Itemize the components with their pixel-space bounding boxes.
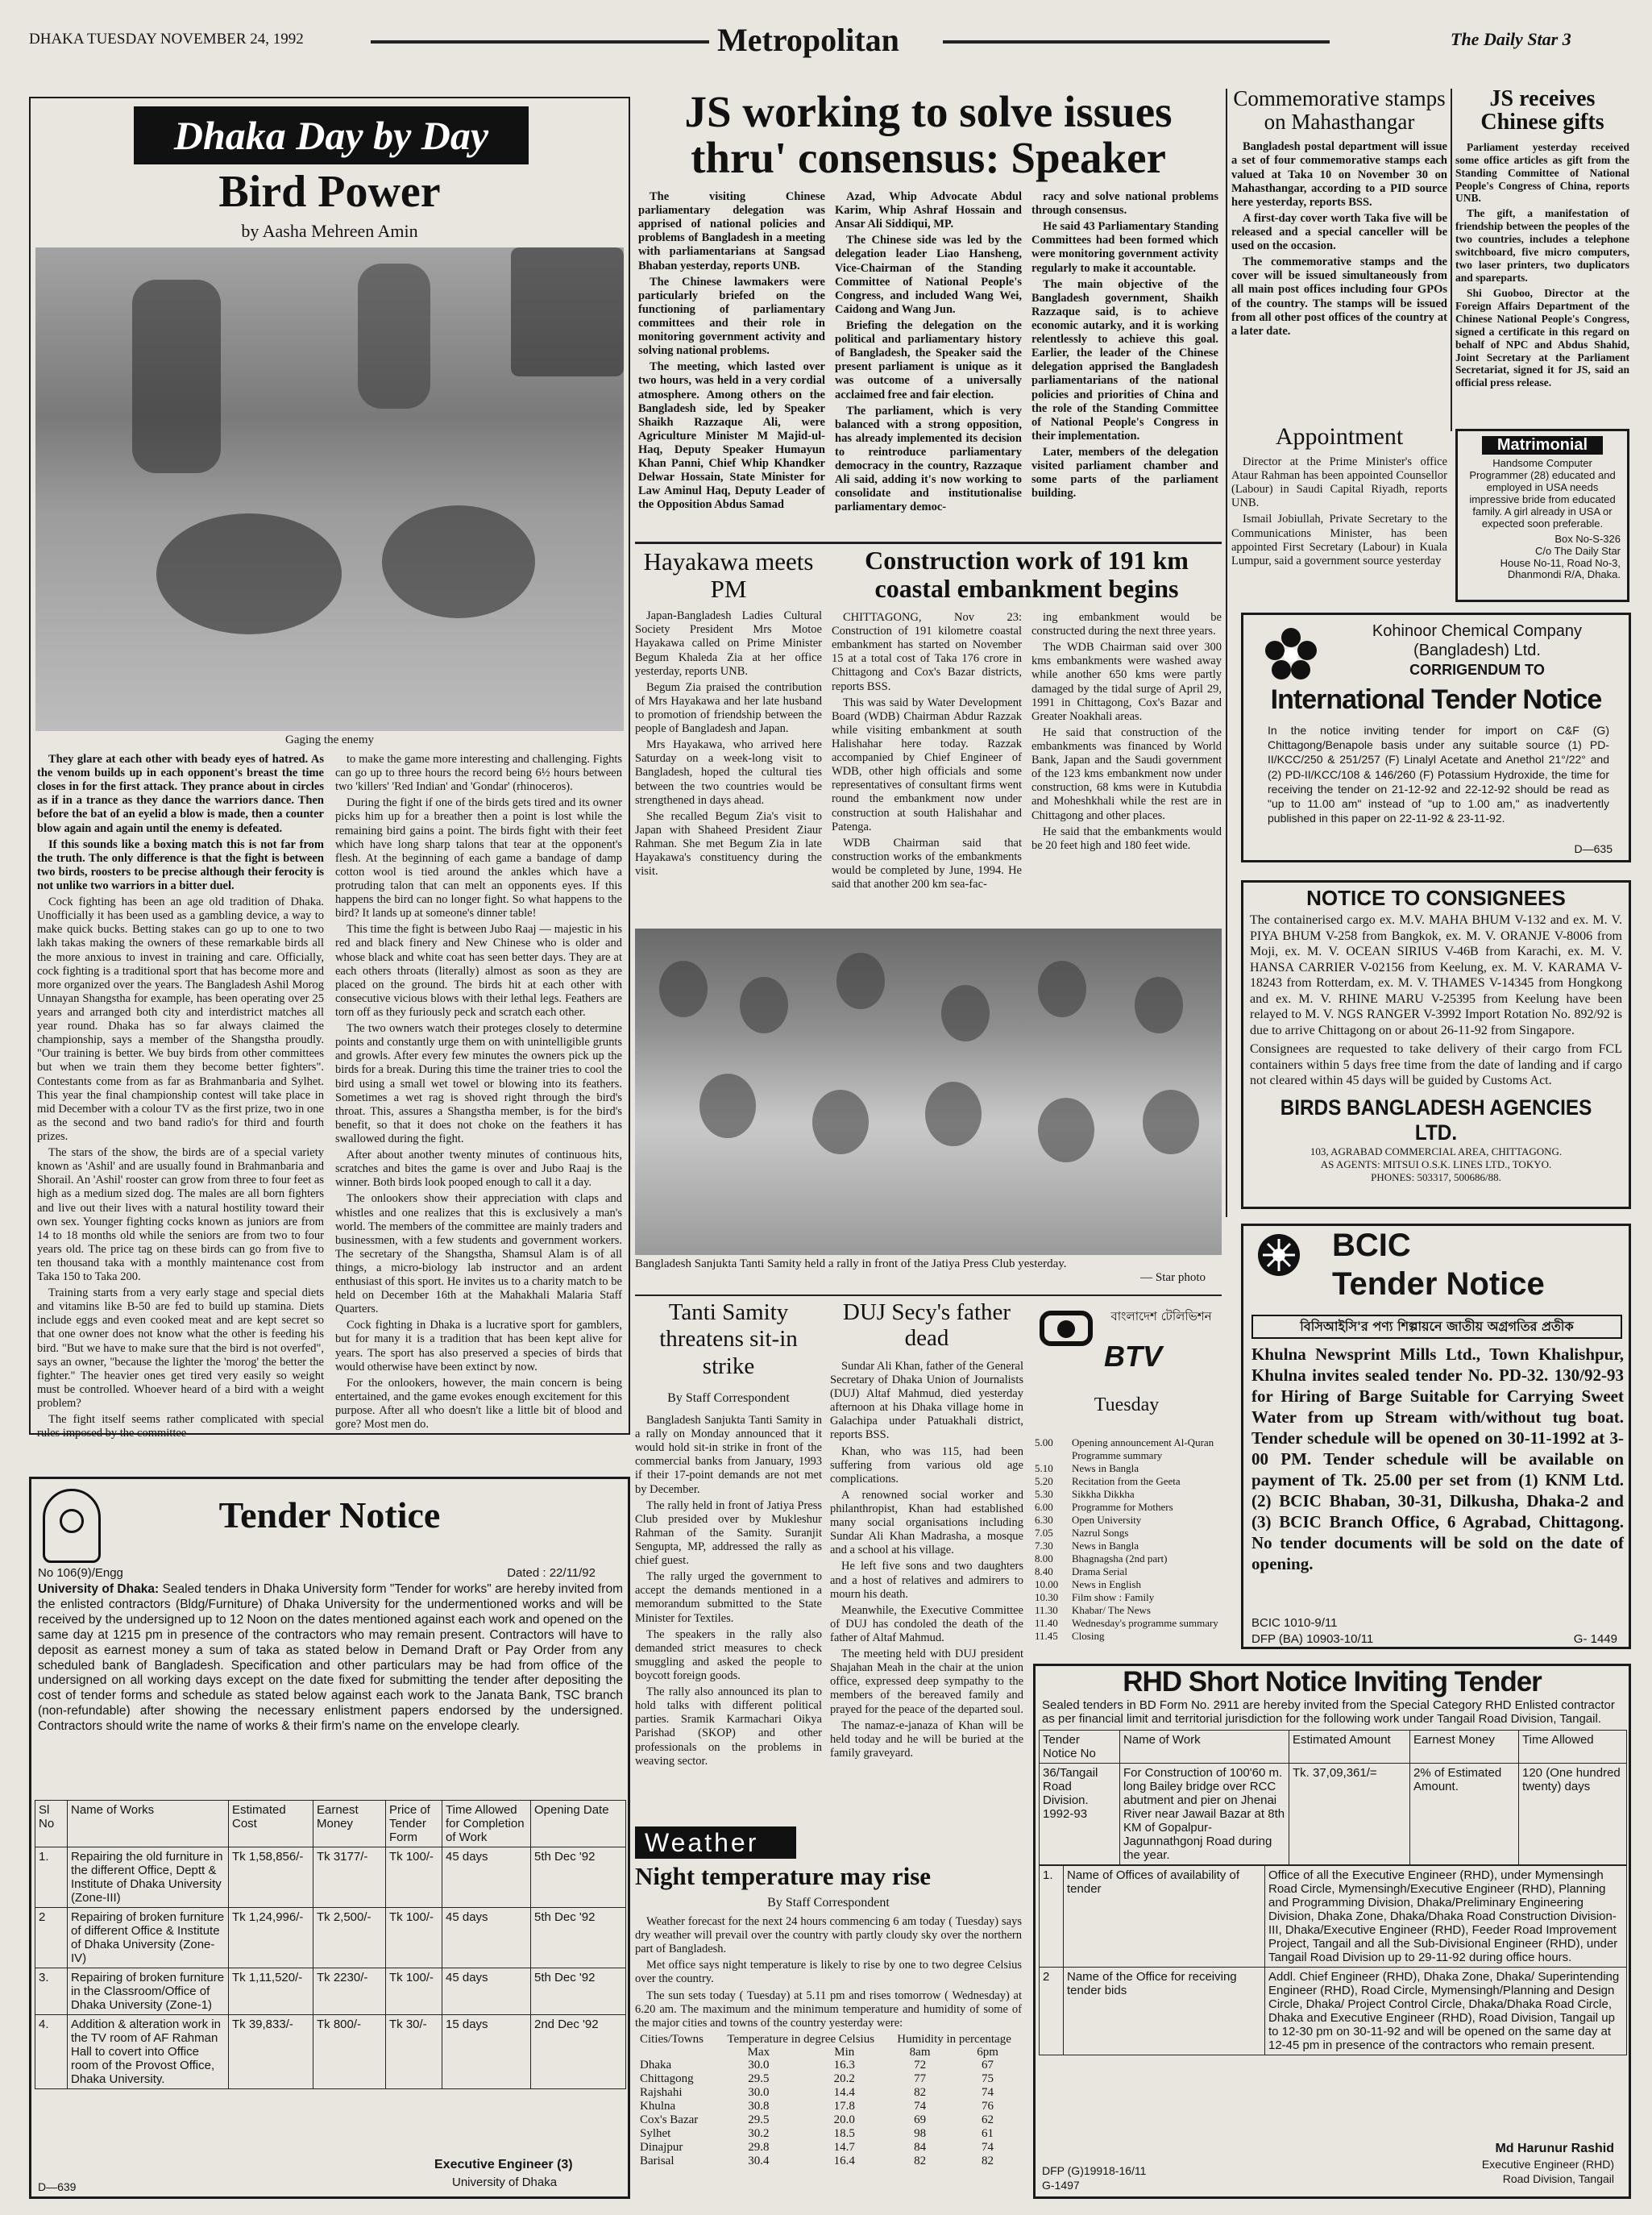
col-cities: Cities/Towns — [640, 2032, 704, 2046]
stamps-body — [1231, 140, 1447, 422]
paragraph: Japan-Bangladesh Ladies Cultural Society President Mrs Motoe Hayakawa called on Prime Minister Begum Khaleda Zia at her office yesterday, reports UNB. — [635, 609, 822, 678]
programme-time: 5.30 — [1035, 1488, 1053, 1500]
paragraph: After about another twenty minutes of continuous hits, scratches and bites the game is over and Jubo Raaj is the winner. Both birds look pooped enough to call it a day. — [335, 1149, 622, 1190]
paragraph: Cock fighting in Dhaka is a lucrative sport for gamblers, but for many it is a tradition that has been kept alive for years. The sport has also preserved a species of birds that would otherwise have been extinct by now. — [335, 1319, 622, 1373]
hayakawa-body — [635, 609, 822, 908]
table-cell: Dinajpur — [640, 2140, 683, 2154]
table-row — [635, 2059, 1022, 2072]
caption-credit: — Star photo — [1140, 1271, 1206, 1284]
dateline: DHAKA TUESDAY NOVEMBER 24, 1992 — [29, 31, 304, 48]
paragraph: He said that construction of the embankments was financed by World Bank, Japan and the Saudi government of the 123 kms embankment now under construction, 68 kms were in Kutubdia and Moheshkhali while the rest are in Chittagong and other places. — [1031, 725, 1222, 822]
paragraph: The rally held in front of Jatiya Press Club presided over by Mukleshur Rahman of the Samity. Suranjit Sengupta, MP, addressed the rally as chief guest. — [635, 1498, 822, 1568]
paragraph: She recalled Begum Zia's visit to Japan with Shaheed President Ziaur Rahman. She met Begum Zia in late Hayakawa's constituency during the visit. — [635, 809, 822, 879]
paragraph: The main objective of the Bangladesh government, Shaikh Razzaque said, is to achieve economic autarky, and it is working relentlessly to achieve this goal. Earlier, the leader of the Chinese delegation apprised the Bangladesh parliamentarians of the national policies and priorities of China and the role of the Standing Committee of National People's Congress in their implementation. — [1031, 277, 1218, 443]
programme-item — [1031, 1604, 1222, 1617]
programme-title: Closing — [1072, 1630, 1105, 1642]
table-cell: Tk 1,11,520/- — [229, 1968, 313, 2015]
feature-col-1 — [37, 753, 324, 1440]
table-cell: 67 — [982, 2058, 994, 2072]
notice-no: No 106(9)/Engg — [38, 1566, 123, 1580]
table-cell: Repairing the old furniture in the different Office, Deptt & Institute of Dhaka University (Zone-III) — [68, 1847, 229, 1908]
paragraph: For the onlookers, however, the main concern is being entertained, and the game evokes enough excitement for this purpose. After all who doesn't like a little bit of blood and gore? Most men do. — [335, 1376, 622, 1432]
table-cell: 74 — [982, 2085, 994, 2099]
duj-body — [830, 1360, 1023, 1811]
du-tender-notice — [29, 1477, 630, 2199]
programme-title: Sikkha Dikkha — [1072, 1488, 1135, 1500]
btv-bangla: বাংলাদেশ টেলিভিশন — [1110, 1309, 1212, 1324]
table-cell: 14.4 — [833, 2085, 855, 2099]
headline: JS working to solve issues thru' consensus: Speaker — [684, 87, 1173, 183]
weather-table: Cities/Towns Temperature in degree Celsius Humidity in percentage Max Min 8am 6pm Dhaka 30.0 16.3 72 67 Chittagong 29.5 20.2 77 75 Rajshahi 30.0 14.4 82 74 Khulna 30.8 17.8 74 76 Cox's Bazar 29.5 20.0 69 62 Sylhet 30.2 18.5 98 61 Dinajpur 29.8 14.7 84 74 Barisal 30.4 16.4 82 82 — [635, 2033, 1022, 2168]
table-cell: Repairing of broken furniture in the Classroom/Office of Dhaka University (Zone-1) — [68, 1968, 229, 2015]
agency-addr-1: 103, AGRABAD COMMERCIAL AREA, CHITTAGONG. — [1310, 1145, 1563, 1157]
bcic-title-2: Tender Notice — [1332, 1266, 1545, 1302]
table-cell: Cox's Bazar — [640, 2113, 699, 2126]
paragraph: Cock fighting has been an age old tradition of Dhaka. Unofficially it has been used as a gambling device, a way to make quick bucks. Betting stakes can go up to one to two lakh takas making the owners of these remarkable birds all the more anxious to invest in training and care. Officially, cock fighting is a traditional sport that has become more and more organized over the years. The Bangladesh Ashil Morog Unnayan Shangstha for example, has been operating over 25 years and arranged both city and interdistrict matches all year round. Dhaka has so far always claimed the championship, says a member of the Shangstha proudly. "Our training is better. We buy birds from other committees but when we train them they become better fighters". Contestants come from as far as Brahmanbaria and Sylhet. This year the final championship contest will take place in mid December with a colour TV as the first prize, two in one as the second and two band radio's for third and fourth prizes. — [37, 896, 324, 1143]
rally-photo — [635, 929, 1222, 1255]
kohinoor-notice — [1241, 613, 1631, 862]
headline: Night temperature may rise — [635, 1862, 932, 1890]
bcic-bangla: বিসিআইসি'র পণ্য শিল্পায়নে জাতীয় অগ্রগতির প্রতীক — [1251, 1315, 1622, 1339]
list-item: 2 Name of the Office for receiving tender bids Addl. Chief Engineer (RHD), Dhaka Zone, Dhaka/ Superintending Engineer (RHD), Road Circle, Mymensingh/Planning and Design Circle, Dhaka/ Project Control Circle, Dhaka/Dhaka Road Circle, Dhaka and Executive Engineer (RHD), Road Division, Tangail up to 12-30 pm on 30-11-92 and will be opened on the same day at 12-45 pm in presence of the contractors who remain present. — [1040, 1967, 1627, 2055]
table-row — [635, 2086, 1022, 2100]
headline: Construction work of 191 km coastal embankment begins — [865, 546, 1189, 603]
paragraph: If this sounds like a boxing match this is not far from the truth. The only difference is that the fight is between two birds, roosters to be precise although their ferocity is not unlike two warriors in a bitter duel. — [37, 837, 324, 892]
feature-col-2 — [335, 753, 622, 1430]
headline: Commemorative stamps on Mahasthangar — [1233, 86, 1446, 135]
paragraph: They glare at each other with beady eyes of hatred. As the venom builds up in each opponent's breast the time closes in for the first attack. They prance about in circles as if in a trance as they dance the warriors dance. Then before the bat of an eyelid a blow is made, then a counter blow again and again until the enemy is defeated. — [37, 753, 324, 835]
feature-title: Bird Power — [218, 167, 441, 217]
table-cell: 14.7 — [833, 2140, 855, 2154]
table-cell: 30.0 — [748, 2085, 770, 2099]
table-cell: Tk 2,500/- — [313, 1908, 386, 1968]
js-col-2 — [835, 190, 1022, 537]
table-cell: 69 — [914, 2113, 927, 2126]
table-cell: Sylhet — [640, 2126, 671, 2140]
table-cell: 16.4 — [833, 2154, 855, 2167]
table-row — [635, 2072, 1022, 2086]
table-row — [635, 2100, 1022, 2113]
table-cell: Tk 1,24,996/- — [229, 1908, 313, 1968]
programme-item — [1031, 1475, 1222, 1488]
programme-time: 8.00 — [1035, 1552, 1053, 1565]
table-cell: 82 — [914, 2085, 927, 2099]
col-temperature: Temperature in degree Celsius — [727, 2032, 875, 2046]
bcic-ref-2: DFP (BA) 10903-10/11 — [1251, 1632, 1374, 1646]
hayakawa-story — [635, 548, 822, 919]
programme-time: 6.00 — [1035, 1501, 1053, 1513]
table-cell: 98 — [914, 2126, 927, 2140]
matrimonial-address: Box No-S-326 C/o The Daily Star House No-11, Road No-3, Dhanmondi R/A, Dhaka. — [1500, 532, 1621, 581]
paragraph: He said that the embankments would be 20 feet high and 180 feet wide. — [1031, 825, 1222, 852]
table-cell: 45 days — [442, 1908, 531, 1968]
table-cell: Tk 100/- — [386, 1908, 442, 1968]
rhd-items — [1039, 1865, 1627, 2055]
weather-story — [635, 1826, 1022, 2199]
table-cell: 72 — [914, 2058, 927, 2072]
table-cell: Tk 30/- — [386, 2015, 442, 2089]
notice-title: International Tender Notice — [1270, 684, 1602, 715]
corrigendum: CORRIGENDUM TO — [1409, 662, 1545, 678]
notice-date: Dated : 22/11/92 — [507, 1566, 596, 1580]
kicker: Dhaka Day by Day — [134, 106, 529, 164]
table-cell: 82 — [982, 2154, 994, 2167]
table-cell: Dhaka — [640, 2058, 672, 2072]
table-cell: Barisal — [640, 2154, 674, 2167]
weather-body — [635, 1915, 1022, 2030]
table-cell: 30.4 — [748, 2154, 770, 2167]
bcic-notice — [1241, 1224, 1631, 1649]
paragraph: The rally also announced its plan to hold talks with different political parties. Sramik Karmachari Oikya Parishad (SKOP) and other professionals on the problems in weaving sector. — [635, 1685, 822, 1768]
programme-title: Wednesday's programme summary — [1072, 1617, 1218, 1629]
works-table: Sl No Name of Works Estimated Cost Earnest Money Price of Tender Form Time Allowed for Completion of Work Opening Date 1. Repairing the old furniture in the different Office, Deptt & Institute of Dhaka University (Zone-III) Tk 1,58,856/- Tk 3177/- Tk 100/- 45 days 5th Dec '92 2 Repairing of broken furniture of different Office & Institute of Dhaka University (Zone-IV) Tk 1,24,996/- Tk 2,500/- Tk 100/- 45 days 5th Dec '92 3. Repairing of broken furniture in the Classroom/Office of Dhaka University (Zone-1) Tk 1,11,520/- Tk 2230/- Tk 100/- 45 days 5th Dec '92 4. Addition & alteration work in the TV room of AF Rahman Hall to covert into Office room of the Provost Office, Dhaka University. Tk 39,833/- Tk 800/- Tk 30/- 15 days 2nd Dec '92 — [35, 1800, 626, 2089]
bcic-title: BCIC — [1332, 1228, 1411, 1263]
notice-body: University of Dhaka: Sealed tenders in Dhaka University form "Tender for works" are hereby invited from the enlisted contractors (Bldg/Furniture) of Dhaka University for the undermentioned works and will be received by the undersigned up to 12 Noon on the dates mentioned against each work and opened on the same day at 1215 pm in presence of the contractors who may remain present. Contractors will have to deposit as earnest money a sum of taka as stated below in Demand Draft or Pay Order from any scheduled bank of Bangladesh. Specification and other particulars may be had from office of the undersigned on all working days except on the date fixed for submitting the tender after depositing the cost of tender forms and schedule as stated below against each work to the Janata Bank, TSC branch (non-refundable) after showing the necessary enlistment papers endorsed by the undersigned. Contractors should write the name of works & their firm's name on the envelope clearly. — [38, 1582, 623, 1734]
table-cell: Addition & alteration work in the TV room of AF Rahman Hall to covert into Office room of the Provost Office, Dhaka University. — [68, 2015, 229, 2089]
paragraph: racy and solve national problems through consensus. — [1031, 190, 1218, 218]
table-row — [35, 1847, 626, 1908]
table-row — [35, 1908, 626, 1968]
photo-caption: Gaging the enemy — [285, 733, 374, 746]
table-cell: Tk 100/- — [386, 1968, 442, 2015]
dhaka-day-by-day — [29, 97, 630, 1440]
list-item: 1. Name of Offices of availability of tender Office of all the Executive Engineer (RHD), under Mymensingh Road Circle, Mymensingh/Executive Engineer (RHD), Planning and Programming Division, Dhaka/Preliminary Engineering Division, Dhaka Zone, Dhaka/Dhaka Road Construction Division-III, Dhaka/Executive Engineer (RHD), Feeder Road Improvement Project, Tangail and all the Sub-Divisional Engineer (RHD), under Tangail Road Division up to 29-11-92 during office hours. — [1040, 1865, 1627, 1967]
table-cell: 74 — [914, 2099, 927, 2113]
table-row — [635, 2155, 1022, 2168]
programme-time: 8.40 — [1035, 1565, 1053, 1577]
table-cell: 2nd Dec '92 — [531, 2015, 626, 2089]
paragraph: The rally urged the government to accept the demands mentioned in a memorandum submitted to the State Minister for Textiles. — [635, 1570, 822, 1625]
table-cell: 30.0 — [748, 2058, 770, 2072]
table-cell: 1. — [35, 1847, 68, 1908]
kohinoor-logo-icon — [1263, 626, 1319, 683]
paragraph: The two owners watch their proteges closely to determine points and constantly urge them on with unintelligible grunts and growls. After every few minutes the owners pick up the birds for a break. During this time the trainer tries to cool the bird using a small wet towel or blowing into its feathers. Sometimes a wet rag is shoved right through the bird's throat. This, assures a Shangstha member, is for the bird's benefit, so that it does not choke on the feathers it has swallowed during the fight. — [335, 1022, 622, 1145]
table-cell: 75 — [982, 2072, 994, 2085]
js-col-3 — [1031, 190, 1218, 537]
ref-2: G-1497 — [1042, 2179, 1080, 2192]
paragraph: The meeting held with DUJ president Shajahan Meah in the chair at the union office, expressed deep sympathy to the members of the bereaved family and prayed for the peace of the departed soul. — [830, 1648, 1023, 1716]
table-cell: Tk 2230/- — [313, 1968, 386, 2015]
headline: DUJ Secy's father dead — [842, 1299, 1011, 1352]
gifts-body — [1455, 141, 1629, 415]
gifts-story — [1455, 87, 1629, 430]
paragraph: The Chinese lawmakers were particularly briefed on the functioning of parliamentary committees and their role in monitoring government activity and solving national problems. — [638, 275, 825, 358]
matrimonial-title: Matrimonial — [1482, 436, 1603, 455]
btv-logo: BTV — [1104, 1340, 1162, 1373]
table-cell: 17.8 — [833, 2099, 855, 2113]
programme-time: 5.00 — [1035, 1436, 1053, 1448]
notice-intro: Sealed tenders in BD Form No. 2911 are hereby invited from the Special Category RHD Enlisted contractor as per financial limit and territorial jurisdiction for the following work under Tangail Road Division, Tangail. — [1042, 1698, 1615, 1727]
programme-time: 5.20 — [1035, 1475, 1053, 1487]
programme-time: 5.10 — [1035, 1462, 1053, 1474]
table-row: 36/Tangail Road Division. 1992-93 For Construction of 100'60 m. long Bailey bridge over RCC abutment and pier on Jhenai River near Jawail Bazar at 8th KM of Gopalpur-Jagunnathgonj Road during the year. Tk. 37,09,361/= 2% of Estimated Amount. 120 (One hundred twenty) days — [1040, 1763, 1627, 1864]
table-cell: 4. — [35, 2015, 68, 2089]
programme-time: 7.30 — [1035, 1540, 1053, 1552]
table-cell: Repairing of broken furniture of different Office & Institute of Dhaka University (Zone-IV) — [68, 1908, 229, 1968]
bcic-logo-icon — [1258, 1234, 1300, 1276]
table-cell: 74 — [982, 2140, 994, 2154]
paragraph: He said 43 Parliamentary Standing Committees had been formed which were monitoring government activity regularly to make it accountable. — [1031, 220, 1218, 275]
table-cell: 77 — [914, 2072, 927, 2085]
table-cell: 5th Dec '92 — [531, 1908, 626, 1968]
programme-item — [1031, 1488, 1222, 1501]
rhd-notice — [1033, 1664, 1631, 2199]
programme-item — [1031, 1436, 1222, 1462]
paragraph: The gift, a manifestation of friendship between the peoples of the two countries, includes a telephone switchboard, five micro computers, two laser printers, two duplicators and spareparts. — [1455, 207, 1629, 284]
consignees-notice — [1241, 880, 1631, 1209]
paragraph: Azad, Whip Advocate Abdul Karim, Whip Ashraf Hossain and Ansar Ali Siddiqui, MP. — [835, 190, 1022, 231]
byline: by Aasha Mehreen Amin — [241, 221, 418, 241]
paragraph: A renowned social worker and philanthropist, Khan had established many social organisations including Sundar Ali Khan Madrasha, a mosque and a school at his village. — [830, 1488, 1023, 1557]
headline: Hayakawa meets PM — [643, 547, 814, 604]
paragraph: Sundar Ali Khan, father of the General Secretary of Dhaka Union of Journalists (DUJ) Altaf Mahmud, died yesterday afternoon at his Dhaka village home in Galachipa under Patuakhali district, reports BSS. — [830, 1359, 1023, 1442]
tanti-body — [635, 1414, 822, 1825]
table-cell: 30.2 — [748, 2126, 770, 2140]
table-cell: 3. — [35, 1968, 68, 2015]
paragraph: Training starts from a very early stage and special diets and vitamins like B-50 are fed to build up stamina. Diets include eggs and even cooked meat and are kept secret so that one owner does not know what the other is feeding his bird. "But we have to make sure that the bird is not overfed", says an owner, "because the lighter the 'morog' the better the fighter." The heavier ones get tired very easily so weight must be controlled. Whoever heard of a bird with a weight problem? — [37, 1286, 324, 1411]
table-cell: Khulna — [640, 2099, 676, 2113]
table-cell: 29.8 — [748, 2140, 770, 2154]
programme-title: Khabar/ The News — [1072, 1604, 1151, 1616]
paragraph: Khan, who was 115, had been suffering from various old age complications. — [830, 1444, 1023, 1486]
bcic-body: Khulna Newsprint Mills Ltd., Town Khalishpur, Khulna invites sealed tender No. PD-32. 130/92-93 for Hiring of Barge Suitable for Carrying Sweet Water from up Stream with/without tug boat. Tender schedule will be opened on 30-11-1992 at 3-00 PM. Tender schedule will be available on payment of Tk. 25.00 per set from (1) KNM Ltd. (2) BCIC Bhaban, 30-31, Dilkusha, Dhaka-2 and (3) BCIC Branch Office, 6 Agrabad, Chittagong. No tender documents will be sold on the date of opening. — [1251, 1344, 1624, 1574]
table-cell: 20.0 — [833, 2113, 855, 2126]
company: Kohinoor Chemical Company (Bangladesh) Ltd. — [1372, 622, 1583, 659]
table-cell: 16.3 — [833, 2058, 855, 2072]
table-row — [635, 2113, 1022, 2127]
paragraph: Later, members of the delegation visited parliament chamber and some parts of the parliament building. — [1031, 445, 1218, 501]
notice-title: Tender Notice — [218, 1494, 441, 1536]
paragraph: The speakers in the rally also demanded strict measures to check smuggling and asked the people to boycott foreign goods. — [635, 1627, 822, 1682]
ref: D—639 — [38, 2180, 77, 2193]
programme-item — [1031, 1552, 1222, 1565]
paragraph: Bangladesh Sanjukta Tanti Samity in a rally on Monday announced that it would hold sit-in strike in front of the commercial banks from January, 1993 if their 17-point demands are not met by December. — [635, 1414, 822, 1496]
ref: D—635 — [1574, 842, 1613, 855]
table-cell: 61 — [982, 2126, 994, 2140]
programme-item — [1031, 1617, 1222, 1630]
headline: JS receives Chinese gifts — [1480, 86, 1604, 135]
table-cell: Chittagong — [640, 2072, 694, 2085]
paragraph: The parliament, which is very balanced with a strong opposition, has already implemented its decision to reintroduce parliamentary democracy in the country, Razzaque Ali said, adding it's now working to consolidate and institutionalise parliamentary democ- — [835, 404, 1022, 514]
notice-title: NOTICE TO CONSIGNEES — [1306, 886, 1566, 910]
programme-title: Open University — [1072, 1514, 1142, 1526]
paper-page: The Daily Star 3 — [1451, 29, 1571, 49]
table-cell: Tk 3177/- — [313, 1847, 386, 1908]
paragraph: The namaz-e-janaza of Khan will be held today and he will be buried at the family graveyard. — [830, 1718, 1023, 1760]
cockfight-photo — [35, 247, 624, 731]
notice-body: The containerised cargo ex. M.V. MAHA BHUM V-132 and ex. M. V. PIYA BHUM V-258 from Bangkok, ex. M. V. ORANJE V-8006 from Moji, ex. M. V. OCEAN SIRIUS V-46B from Karachi, ex. M. V. HANSA CARRIER V-02156 from Keelung, ex. M. V. KARAMA V-18243 from Rotterdam, ex. M. V. THAMES V-14345 from Hongkong and ex. M. V. RHINE MARU V-25395 from Keelung have been relayed to M. V. NGS RANGER V-3992 Import Rotation No. 892/92 is due to arrive Chittagong on or about 26-11-92 from Singapore. — [1250, 913, 1622, 1037]
table-cell: 84 — [914, 2140, 927, 2154]
paragraph: This time the fight is between Jubo Raaj — majestic in his red and black finery and New Chinese who is older and whose black and white coat has seen better days. They are at each others throats (literally) almost as soon as they are placed on the ground. The birds hit at each other with consecutive vicious blows with their lethal legs. Feathers are torn off as they furiously peck and scratch each other. — [335, 923, 622, 1019]
table-row — [35, 1968, 626, 2015]
programme-title: Nazrul Songs — [1072, 1527, 1129, 1539]
table-cell: 30.8 — [748, 2099, 770, 2113]
btv-logo-icon — [1040, 1311, 1093, 1346]
paragraph: Ismail Jobiullah, Private Secretary to the Communications Minister, has been appointed First Secretary (Labour) in Kuala Lumpur, said a government source yesterday — [1231, 513, 1447, 567]
table-cell: Tk 100/- — [386, 1847, 442, 1908]
programme-item — [1031, 1514, 1222, 1527]
programme-title: Recitation from the Geeta — [1072, 1475, 1181, 1487]
paragraph: to make the game more interesting and challenging. Fights can go up to three hours the record being 6½ hours between two 'killers' 'Red Indian' and 'Gondar' (rhinoceros). — [335, 753, 622, 794]
table-cell: 18.5 — [833, 2126, 855, 2140]
headline: Appointment — [1275, 423, 1404, 450]
table-cell: 15 days — [442, 2015, 531, 2089]
programme-item — [1031, 1630, 1222, 1643]
paragraph: A first-day cover worth Taka five will be released and a special canceller will be used on the occasion. — [1231, 211, 1447, 253]
rally-caption — [635, 1257, 1222, 1293]
table-cell: 29.5 — [748, 2113, 770, 2126]
table-cell: 62 — [982, 2113, 994, 2126]
programme-time: 7.05 — [1035, 1527, 1053, 1539]
programme-title: Bhagnagsha (2nd part) — [1072, 1552, 1168, 1565]
programme-time: 11.45 — [1035, 1630, 1058, 1642]
headline: Tanti Samity threatens sit-in strike — [659, 1299, 798, 1379]
notice-body: In the notice inviting tender for import on C&F (G) Chittagong/Benapole basis under any suitable source (1) PD-II/KCC/250 & 251/257 (F) Linalyl Acetate and Anethol 21°/22° and (2) PD-II/KCC/108 & 146/260 (F) Potassium Hydroxide, the time for receiving the tender on 21-12-92 and 22-12-92 should be read as "up to 11.00 am" instead of "up to 1.00 am," as inadvertently published in this paper on 22-11-92 & 23-11-92. — [1268, 724, 1609, 825]
programme-item — [1031, 1565, 1222, 1578]
programme-time: 10.30 — [1035, 1591, 1059, 1603]
paragraph: The onlookers show their appreciation with claps and whistles and one realizes that this is exclusively a man's world. The members of the committee are mainly traders and businessmen, with a few students and government workers. The secretary of the Shangstha, Shamsul Alam is of all things, a micro-biology lab instructor and an ardent enthusiast of this sport. He invites us to a charity match to be held on December 16th at the Mahakhali Malaria Staff Quarters. — [335, 1192, 622, 1316]
table-cell: 20.2 — [833, 2072, 855, 2085]
signature-title: Executive Engineer (3) — [434, 2158, 573, 2171]
js-col-1 — [638, 190, 825, 537]
table-cell: Tk 39,833/- — [229, 2015, 313, 2089]
programme-title: Drama Serial — [1072, 1565, 1127, 1577]
appointment-story — [1231, 423, 1447, 602]
programme-item — [1031, 1540, 1222, 1552]
paragraph: Met office says night temperature is likely to rise by one to two degree Celsius over the country. — [635, 1959, 1022, 1986]
signature-org: University of Dhaka — [452, 2176, 558, 2189]
table-row — [635, 2141, 1022, 2155]
signature-org: Road Division, Tangail — [1502, 2172, 1614, 2185]
programme-time: 11.30 — [1035, 1604, 1058, 1616]
appointment-body — [1231, 455, 1447, 597]
table-cell: 2 — [35, 1908, 68, 1968]
table-cell: 5th Dec '92 — [531, 1847, 626, 1908]
paragraph: The stars of the show, the birds are of a special variety known as 'Ashil' and are usually found in Brahmanbaria and Shorail. An 'Ashil' rooster can grow from three to four feet as high as a medium sized dog. The males are all born fighters and live out their lives with a natural hostility toward their own sex. Younger fighting cocks known as juniors are from 14 to 18 months old while the seniors are from two to four years old. The price tag on these birds can go from five to ten thousand taka with a monthly maintenance cost from Taka 150 to Taka 200. — [37, 1146, 324, 1284]
paragraph: This was said by Water Development Board (WDB) Chairman Abdur Razzak while visiting embankment at south Halishahar here today. Razzak accompanied by Chief Engineer of WDB, other high officials and some representatives of consultant firms went round the embankment now under construction at south Halishahar and Patenga. — [832, 696, 1022, 833]
paragraph: Meanwhile, the Executive Committee of DUJ has condoled the death of the father of Altaf Mahmud. — [830, 1603, 1023, 1645]
paragraph: The fight itself seems rather complicated with special rules imposed by the committee — [37, 1413, 324, 1440]
paragraph: The sun sets today ( Tuesday) at 5.11 pm and rises tomorrow ( Wednesday) at 6.20 am. The maximum and the minimum temperature and humidity of some of the major cities and towns of the country yesterday were: — [635, 1989, 1022, 2030]
programme-time: 10.00 — [1035, 1578, 1059, 1590]
paragraph: The visiting Chinese parliamentary delegation was apprised of national policies and problems of Bangladesh in a meeting with parliamentarians at Sangsad Bhaban yesterday, reports UNB. — [638, 190, 825, 272]
paragraph: CHITTAGONG, Nov 23: Construction of 191 kilometre coastal embankment has started on November 15 at a total cost of Taka 176 crore in Chittagong and Cox's Bazar districts, reports BSS. — [832, 611, 1022, 693]
ref-1: DFP (G)19918-16/11 — [1042, 2164, 1147, 2177]
stamps-story — [1231, 87, 1447, 442]
paragraph: During the fight if one of the birds gets tired and its owner picks him up for a breather then a point is lost while the remaining bird gains a point. The birds fight with their feet which have long sharp talons that tear at the opponent's flesh. At the beginning of each game a bandage of damp cotton wool is tied around the ankles which have a protruding talon that can melt an opponents eyes. If this happens the bird can no longer fight. So what happens to the bird? It lands up at someone's dinner table! — [335, 796, 622, 920]
duj-story — [830, 1299, 1023, 1823]
matrimonial-body: Handsome Computer Programmer (28) educated and employed in USA needs impressive bride from educated family. A girl already in USA or expected soon preferable. — [1469, 457, 1616, 530]
paragraph: ing embankment would be constructed during the next three years. — [1031, 611, 1222, 638]
table-cell: 76 — [982, 2099, 994, 2113]
byline: By Staff Correspondent — [667, 1391, 790, 1406]
table-row — [35, 2015, 626, 2089]
programme-item — [1031, 1591, 1222, 1604]
masthead — [0, 23, 1652, 71]
embankment-story — [830, 546, 1223, 925]
programme-item — [1031, 1527, 1222, 1540]
notice-body-2: Consignees are requested to take delivery of their cargo from FCL containers within 5 days free time from the date of landing and if cargo not cleared within 45 days will be guided by Customs Act. — [1250, 1042, 1622, 1088]
agency-name: BIRDS BANGLADESH AGENCIES LTD. — [1280, 1095, 1592, 1145]
matrimonial-ad — [1455, 429, 1629, 602]
programme-item — [1031, 1462, 1222, 1475]
table-row — [635, 2127, 1022, 2141]
table-cell: 45 days — [442, 1847, 531, 1908]
section-title: Metropolitan — [717, 22, 899, 58]
table-cell: Tk 800/- — [313, 2015, 386, 2089]
bcic-ref-1: BCIC 1010-9/11 — [1251, 1616, 1338, 1630]
js-story — [635, 89, 1222, 540]
col-humidity: Humidity in percentage — [897, 2032, 1011, 2046]
paragraph: Begum Zia praised the contribution of Mrs Hayakawa and her late husband to promotion of friendship between the people of Bangladesh and Japan. — [635, 680, 822, 736]
programme-time: 11.40 — [1035, 1617, 1058, 1629]
programme-title: News in English — [1072, 1578, 1141, 1590]
programme-title: News in Bangla — [1072, 1462, 1139, 1474]
table-cell: 45 days — [442, 1968, 531, 2015]
table-cell: 29.5 — [748, 2072, 770, 2085]
programme-time: 6.30 — [1035, 1514, 1053, 1526]
tanti-story — [635, 1299, 822, 1823]
agency-phones: PHONES: 503317, 500686/88. — [1371, 1170, 1501, 1183]
rhd-table: Tender Notice No Name of Work Estimated Amount Earnest Money Time Allowed 36/Tangail Road Division. 1992-93 For Construction of 100'60 m. long Bailey bridge over RCC abutment and pier on Jhenai River near Jawail Bazar at 8th KM of Gopalpur-Jagunnathgonj Road during the year. Tk. 37,09,361/= 2% of Estimated Amount. 120 (One hundred twenty) days — [1039, 1730, 1627, 1865]
programme-title: Opening announcement Al-Quran Programme summary — [1072, 1436, 1214, 1461]
bcic-ref-3: G- 1449 — [1573, 1632, 1617, 1646]
paragraph: Shi Guoboo, Director at the Foreign Affairs Department of the Chinese National People's Congress, signed a certificate in this regard on behalf of NPC and Abdus Shahid, Joint Secretary at the Parliament Secretariat, signed it for JS, said an official press release. — [1455, 286, 1629, 389]
table-cell: Tk 1,58,856/- — [229, 1847, 313, 1908]
programme-title: Programme for Mothers — [1072, 1501, 1173, 1513]
byline: By Staff Correspondent — [767, 1896, 890, 1910]
paragraph: Mrs Hayakawa, who arrived here Saturday on a week-long visit to Bangladesh, hoped the cultural ties between the two countries would be strengthened in days ahead. — [635, 738, 822, 807]
programme-item — [1031, 1578, 1222, 1591]
table-cell: 82 — [914, 2154, 927, 2167]
programme-list — [1031, 1436, 1222, 1643]
programme-title: News in Bangla — [1072, 1540, 1139, 1552]
weather-kicker: Weather — [635, 1826, 796, 1859]
paragraph: Weather forecast for the next 24 hours commencing 6 am today ( Tuesday) says dry weather will prevail over the country with partly cloudy sky over the northern part of Bangladesh. — [635, 1915, 1022, 1956]
embankment-col-2 — [1031, 611, 1222, 917]
paragraph: Bangladesh postal department will issue a set of four commemorative stamps each valued at Taka 10 on November 30 on Mahasthangar, according to a PID source here yesterday, reports BSS. — [1231, 140, 1447, 209]
paragraph: The WDB Chairman said over 300 kms embankments were washed away while another 650 kms were partly damaged by the tidal surge of April 29, 1991 in Chittagong, Cox's Bazar and Greater Noakhali areas. — [1031, 641, 1222, 723]
paragraph: Director at the Prime Minister's office Ataur Rahman has been appointed Counsellor (Labour) in Saudi Capital Riyadh, reports UNB. — [1231, 455, 1447, 510]
programme-item — [1031, 1501, 1222, 1514]
paragraph: Briefing the delegation on the political and parliamentary history of Bangladesh, the Speaker said the present parliament is unique as it was outcome of a universally acclaimed free and fair election. — [835, 318, 1022, 401]
embankment-col-1 — [832, 611, 1022, 917]
signature-name: Md Harunur Rashid — [1495, 2142, 1614, 2155]
paragraph: The commemorative stamps and the cover will be issued simultaneously from all main post offices including four GPOs of the country. The stamps will be issued from all other post offices of the country at a later date. — [1231, 256, 1447, 338]
table-cell: Rajshahi — [640, 2085, 683, 2099]
notice-title: RHD Short Notice Inviting Tender — [1123, 1666, 1542, 1698]
caption-text: Bangladesh Sanjukta Tanti Samity held a rally in front of the Jatiya Press Club yesterday. — [635, 1257, 1067, 1270]
paragraph: WDB Chairman said that construction works of the embankments would be completed by June, 1994. He said that another 200 km sea-fac- — [832, 836, 1022, 891]
programme-title: Film show : Family — [1072, 1591, 1155, 1603]
table-cell: 5th Dec '92 — [531, 1968, 626, 2015]
paragraph: Parliament yesterday received some office articles as gift from the Standing Committee of National People's Congress of China, reports UNB. — [1455, 140, 1629, 205]
signature-title: Executive Engineer (RHD) — [1481, 2158, 1614, 2171]
paragraph: He left five sons and two daughters and a host of relatives and admirers to mourn his death. — [830, 1560, 1023, 1601]
paragraph: The Chinese side was led by the delegation leader Liao Hansheng, Vice-Chairman of the Standing Committee of National People's Congress, and included Wang Wei, Caidong and Wang Jun. — [835, 234, 1022, 316]
paragraph: The meeting, which lasted over two hours, was held in a very cordial atmosphere. Among others on the Bangladesh side, led by Speaker Shaikh Razzaque Ali, were Agriculture Minister M Majid-ul-Haq, Deputy Speaker Humayun Khan Panni, Chief Whip Khandker Delwar Hossain, State Minister for Law Aminul Haq, Deputy Leader of the Opposition Abdus Samad — [638, 360, 825, 512]
btv-day: Tuesday — [1094, 1394, 1160, 1415]
agency-addr-2: AS AGENTS: MITSUI O.S.K. LINES LTD., TOKYO. — [1320, 1157, 1552, 1170]
